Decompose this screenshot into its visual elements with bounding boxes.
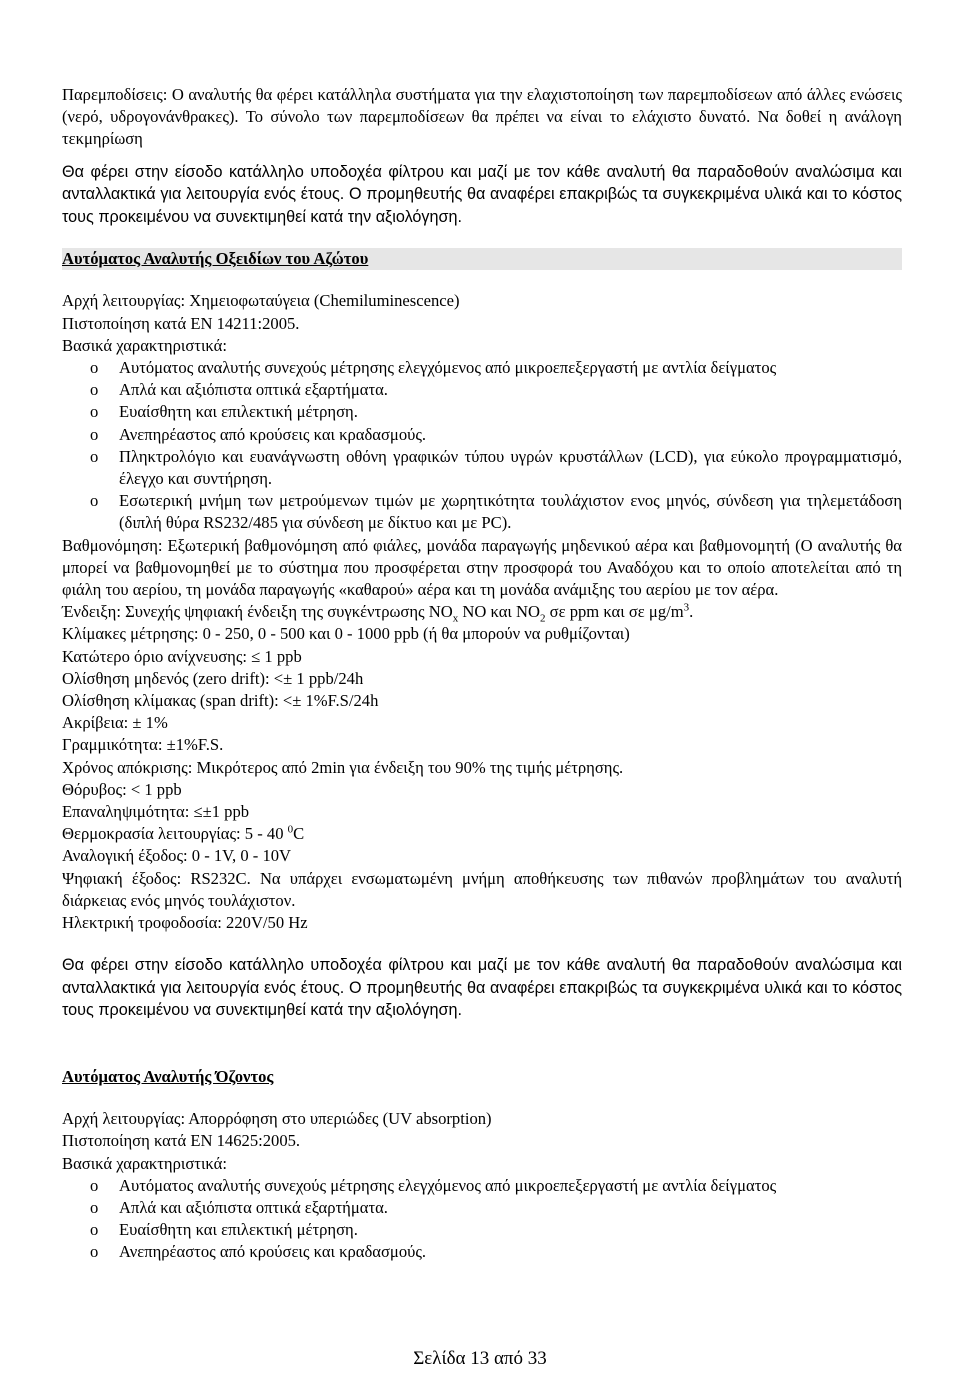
- nox-filter-note: Θα φέρει στην είσοδο κατάλληλο υποδοχέα φίλτρου και μαζί με τον κάθε αναλυτή θα παραδοθούν αναλώσιμα και ανταλλακτικά για λειτουργία ενός έτους. Ο προμηθευτής θα αναφέρει επακριβώς τα συγκεκριμένα υλικά και το κόστος τους προκειμένου να συνεκτιμηθεί κατά την αξιολόγηση.: [62, 956, 902, 1020]
- list-item: o Ανεπηρέαστος από κρούσεις και κραδασμούς.: [62, 424, 902, 446]
- bullet-icon: o: [90, 1175, 99, 1195]
- ozone-section: [62, 1108, 902, 1263]
- bullet-icon: o: [90, 446, 99, 466]
- nox-features-label: Βασικά χαρακτηριστικά:: [62, 335, 227, 355]
- nox-power: Ηλεκτρική τροφοδοσία: 220V/50 Hz: [62, 913, 308, 933]
- nox-span-drift: Ολίσθηση κλίμακας (span drift): <± 1%F.S/24h: [62, 691, 379, 711]
- list-item: o Απλά και αξιόπιστα οπτικά εξαρτήματα.: [62, 379, 902, 401]
- ozone-section-heading-line: [62, 1066, 902, 1088]
- bullet-icon: o: [90, 1198, 99, 1218]
- ozone-features-list: [62, 1175, 902, 1264]
- list-item: o Ανεπηρέαστος από κρούσεις και κραδασμούς.: [62, 1241, 902, 1263]
- ozone-certification: Πιστοποίηση κατά EN 14625:2005.: [62, 1131, 301, 1151]
- nox-response-time: Χρόνος απόκρισης: Μικρότερος από 2min για ένδειξη του 90% της τιμής μέτρησης.: [62, 757, 624, 777]
- nox-section-heading: Αυτόματος Αναλυτής Οξειδίων του Αζώτου: [62, 249, 369, 269]
- list-item: o Πληκτρολόγιο και ευανάγνωστη οθόνη γραφικών τύπου υγρών κρυστάλλων (LCD), για εύκολο προγραμματισμό, έλεγχο και συντήρηση.: [90, 446, 902, 489]
- list-item: o Ευαίσθητη και επιλεκτική μέτρηση.: [62, 1219, 902, 1241]
- page-number-footer: Σελίδα 13 από 33: [413, 1348, 547, 1369]
- nox-display: Ένδειξη: Συνεχής ψηφιακή ένδειξη της συγκέντρωσης $NO_x$ NO και $NO_2$ σε ppm και σε $\mu g/m^3$.: [62, 601, 694, 625]
- list-item: o Εσωτερική μνήμη των μετρούμενων τιμών με χωρητικότητα τουλάχιστον ενος μηνός, σύνδεση για τηλεμετάδοση (διπλή θύρα RS232/485 για σύνδεση με δίκτυο και με PC).: [90, 491, 902, 533]
- nox-analog-output: Αναλογική έξοδος: 0 - 1V, 0 - 10V: [62, 846, 292, 866]
- nox-temperature: Θερμοκρασία λειτουργίας: 5 - 40 $^0$C: [62, 823, 305, 844]
- filter-note-paragraph: Θα φέρει στην είσοδο κατάλληλο υποδοχέα φίλτρου και μαζί με τον κάθε αναλυτή θα παραδοθούν αναλώσιμα και ανταλλακτικά για λειτουργία ενός έτους. Ο προμηθευτής θα αναφέρει επακριβώς τα συγκεκριμένα υλικά και το κόστος τους προκειμένου να συνεκτιμηθεί κατά την αξιολόγηση.: [62, 162, 902, 226]
- nox-certification: Πιστοποίηση κατά EN 14211:2005.: [62, 313, 300, 333]
- ozone-section-heading: Αυτόματος Αναλυτής Όζοντος: [62, 1067, 274, 1087]
- bullet-icon: o: [90, 402, 99, 422]
- bullet-icon: o: [90, 1242, 99, 1262]
- interference-paragraph: Παρεμποδίσεις: Ο αναλυτής θα φέρει κατάλληλα συστήματα για την ελαχιστοποίηση των παρεμποδίσεων από άλλες ενώσεις (νερό, υδρογονάνθρακες). Το σύνολο των παρεμποδίσεων θα πρέπει να είναι το ελάχιστο δυνατό. Να δοθεί η ανάλογη τεκμηρίωση: [62, 85, 902, 149]
- nox-repeatability: Επαναληψιμότητα: ≤±1 ppb: [62, 802, 250, 822]
- ozone-features-label: Βασικά χαρακτηριστικά:: [62, 1153, 227, 1173]
- list-item: o Ευαίσθητη και επιλεκτική μέτρηση.: [62, 401, 902, 423]
- nox-linearity: Γραμμικότητα: ±1%F.S.: [62, 735, 224, 755]
- list-item: o Αυτόματος αναλυτής συνεχούς μέτρησης ελεγχόμενος από μικροεπεξεργαστή με αντλία δείγματος: [62, 1175, 902, 1197]
- nox-noise: Θόρυβος: < 1 ppb: [62, 779, 182, 799]
- nox-calibration: Βαθμονόμηση: Εξωτερική βαθμονόμηση από φιάλες, μονάδα παραγωγής μηδενικού αέρα και βαθμονομητή (Ο αναλυτής θα μπορεί να βαθμονομηθεί με το σύστημα που προσφέρεται στην προσφορά του Αναδόχου και το οποίο αποτελείται από τη φιάλη του αερίου, τη μονάδα παραγωγής «καθαρού» αέρα και τη μονάδα ανάμιξης του αερίου με τον αέρα.: [62, 535, 902, 600]
- bullet-icon: o: [90, 1220, 99, 1240]
- bullet-icon: o: [90, 424, 99, 444]
- nox-principle: Αρχή λειτουργίας: Χημειοφωταύγεια (Chemiluminescence): [62, 291, 460, 311]
- bullet-icon: o: [90, 358, 99, 377]
- nox-accuracy: Ακρίβεια: ± 1%: [62, 713, 168, 733]
- nox-section: [62, 290, 902, 934]
- bullet-icon: o: [90, 491, 99, 511]
- list-item: o Απλά και αξιόπιστα οπτικά εξαρτήματα.: [62, 1197, 902, 1219]
- nox-detection-limit: Κατώτερο όριο ανίχνευσης: ≤ 1 ppb: [62, 646, 302, 666]
- list-item: o Αυτόματος αναλυτής συνεχούς μέτρησης ελεγχόμενος από μικροεπεξεργαστή με αντλία δείγματος: [62, 357, 902, 379]
- nox-section-heading-bar: [62, 248, 902, 270]
- nox-ranges: Κλίμακες μέτρησης: 0 - 250, 0 - 500 και 0 - 1000 ppb (ή θα μπορούν να ρυθμίζονται): [62, 624, 630, 644]
- nox-zero-drift: Ολίσθηση μηδενός (zero drift): <± 1 ppb/24h: [62, 668, 364, 688]
- document-page: [62, 84, 902, 1264]
- nox-digital-output: Ψηφιακή έξοδος: RS232C. Να υπάρχει ενσωματωμένη μνήμη αποθήκευσης των πιθανών προβλημάτων του αναλυτή διάρκειας ενός μηνός τουλάχιστον.: [62, 868, 902, 910]
- ozone-principle: Αρχή λειτουργίας: Απορρόφηση στο υπεριώδες (UV absorption): [62, 1109, 492, 1129]
- bullet-icon: o: [90, 380, 99, 400]
- nox-features-list: [62, 357, 902, 535]
